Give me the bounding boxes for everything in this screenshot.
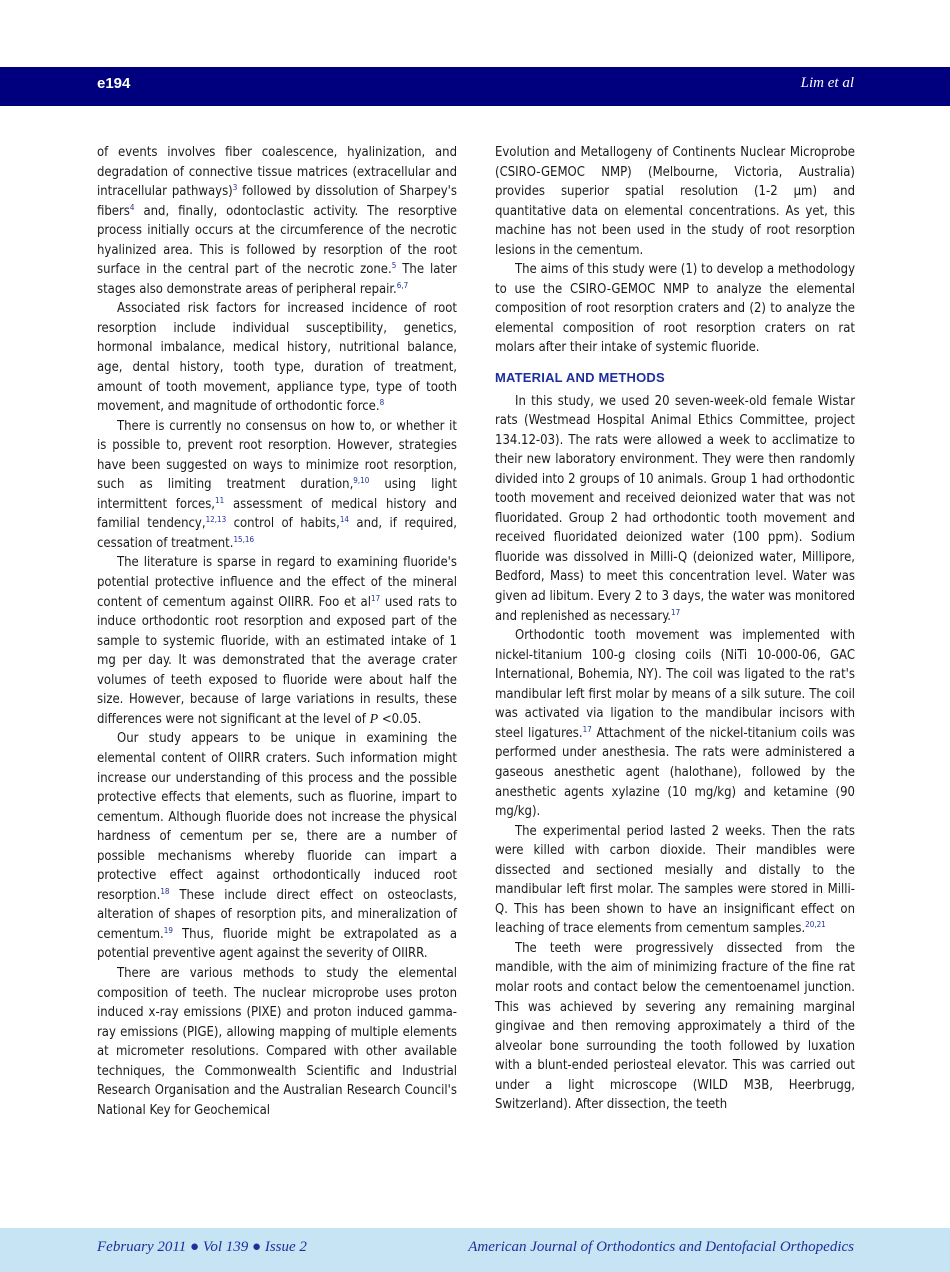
citation-link[interactable]: 6,7 [396,280,409,290]
right-column [495,143,855,1115]
citation-link[interactable]: 17 [670,607,681,617]
citation-link[interactable]: 8 [379,398,385,408]
issue-info: February 2011 ● Vol 139 ● Issue 2 [97,1239,307,1255]
page-number: e194 [97,75,131,92]
citation-link[interactable]: 17 [370,593,381,603]
citation-link[interactable]: 11 [215,495,225,505]
left-column [97,143,457,1120]
footer-bar [0,1228,950,1272]
paragraph: The literature is sparse in regard to examining fluoride's potential protective influence and the effect of the mineral content of cementum against OIIRR. Foo et $al^{17}$ used rats to induce orthodontic root resorption and exposed part of the sample to systemic fluoride, with an estimated intake of 1 mg per day. It was demonstrated that the average crater volumes of teeth exposed to fluoride were about half the size. However, because of large variations in results, these differences were not significant at the level of P <0.05. [97,555,457,727]
running-head: Lim et al [800,75,854,91]
citation-link[interactable]: 5 [391,261,397,271]
paragraph: The experimental period lasted 2 weeks. Then the rats were killed with carbon dioxide. Their mandibles were dissected and sectioned mesially and distally to the mandibular left first molar. The samples were stored in Milli-Q. This has been shown to have an insignificant effect on leaching of trace elements from cementum samples.$^{20,21}$ [495,823,855,937]
paragraph: In this study, we used 20 seven-week-old female Wistar rats (Westmead Hospital Animal Ethics Committee, project 134.12-03). The rats were allowed a week to acclimatize to their new laboratory environment. They were then randomly divided into 2 groups of 10 animals. Group 1 had orthodontic tooth movement and received deionized water that was not fluoridated. Group 2 had orthodontic tooth movement and received fluoridated deionized water (100 ppm). Sodium fluoride was dissolved in Milli-Q (deionized water, Millipore, Bedford, Mass) to meet this concentration level. Water was given ad libitum. Every 2 to 3 days, the water was monitored and replenished as necessary.$^{17}$ [495,393,855,624]
paragraph: of events involves fiber coalescence, hyalinization, and degradation of connective tissue matrices (extracellular and intracellular pathways)$^3$ followed by dissolution of Sharpey's fibers$^4$ and, finally, odontoclastic activity. The resorptive process initially occurs at the circumference of the necrotic hyalinized area. This is followed by resorption of the root surface in the central part of the necrotic zone.$^5$ The later stages also demonstrate areas of peripheral repair.$^{6,7}$ [97,145,457,297]
citation-link[interactable]: 18 [160,886,170,896]
paragraph: Our study appears to be unique in examining the elemental content of OIIRR craters. Such information might increase our understanding of this process and the possible protective effects that elements, such as fluorine, impart to cementum. Although fluoride does not increase the physical hardness of cementum per se, there are a number of possible mechanisms whereby fluoride can impart a protective effect against orthodontically induced root resorption.$^{18}$ These include direct effect on osteoclasts, alteration of shapes of resorption pits, and mineralization of cementum.$^{19}$ Thus, fluoride might be extrapolated as a potential preventive agent against the severity of OIIRR. [97,731,457,962]
paragraph: Orthodontic tooth movement was implemented with nickel-titanium 100-g closing coils (NiTi 10-000-06, GAC International, Bohemia, NY). The coil was ligated to the rat's mandibular left first molar by means of a silk suture. The coil was activated via ligation to the mandibular incisors with steel ligatures.$^{17}$ Attachment of the nickel-titanium coils was performed under anesthesia. The rats were administered a gaseous anesthetic agent (halothane), followed by the anesthetic agents xylazine (10 mg/kg) and ketamine (90 mg/kg). [495,628,855,820]
header-bar [0,67,950,106]
citation-link[interactable]: 9,10 [353,476,370,486]
paragraph: There is currently no consensus on how to, or whether it is possible to, prevent root resorption. However, strategies have been suggested on ways to minimize root resorption, such as limiting treatment duration,$^{9,10}$ using light intermittent forces,$^{11}$ assessment of medical history and familial tendency,$^{12,13}$ control of habits,$^{14}$ and, if required, cessation of treatment.$^{15,16}$ [97,418,457,551]
citation-link[interactable]: 19 [163,925,173,935]
journal-name: American Journal of Orthodontics and Dentofacial Orthopedics [468,1239,854,1255]
citation-link[interactable]: 17 [582,724,592,734]
citation-link[interactable]: 3 [232,183,238,193]
citation-link[interactable]: 12,13 [205,515,227,525]
paragraph: The aims of this study were (1) to develop a methodology to use the CSIRO-GEMOC NMP to analyze the elemental composition of root resorption craters and (2) to analyze the elemental composition of root resorption craters on rat molars after their intake of systemic fluoride. [495,262,855,356]
citation-link[interactable]: 4 [129,202,135,212]
citation-link[interactable]: 14 [339,515,349,525]
paragraph: Associated risk factors for increased incidence of root resorption include individual susceptibility, genetics, hormonal imbalance, medical history, nutritional balance, age, dental history, tooth type, duration of treatment, amount of tooth movement, appliance type, type of tooth movement, and magnitude of orthodontic force.$^8$ [97,301,457,415]
paragraph: Evolution and Metallogeny of Continents Nuclear Microprobe (CSIRO-GEMOC NMP) (Melbourne, Victoria, Australia) provides superior spatial resolution (1-2 μm) and quantitative data on elemental concentrations. As yet, this machine has not been used in the study of root resorption lesions in the cementum. [495,145,855,258]
paragraph: There are various methods to study the elemental composition of teeth. The nuclear microprobe uses proton induced x-ray emissions (PIXE) and proton induced gamma-ray emissions (PIGE), allowing mapping of multiple elements at micrometer resolutions. Compared with other available techniques, the Commonwealth Scientific and Industrial Research Organisation and the Australian Research Council's National Key for Geochemical [97,965,457,1118]
citation-link[interactable]: 20,21 [805,920,826,930]
citation-link[interactable]: 15,16 [233,534,255,544]
paragraph: The teeth were progressively dissected from the mandible, with the aim of minimizing fracture of the fine rat molar roots and contact below the cementoenamel junction. This was achieved by severing any remaining marginal gingivae and then removing approximately a third of the alveolar bone surrounding the tooth followed by luxation with a blunt-ended periosteal elevator. This was carried out under a light microscope (WILD M3B, Heerbrugg, Switzerland). After dissection, the teeth [495,940,855,1113]
section-heading: MATERIAL AND METHODS [495,370,665,386]
